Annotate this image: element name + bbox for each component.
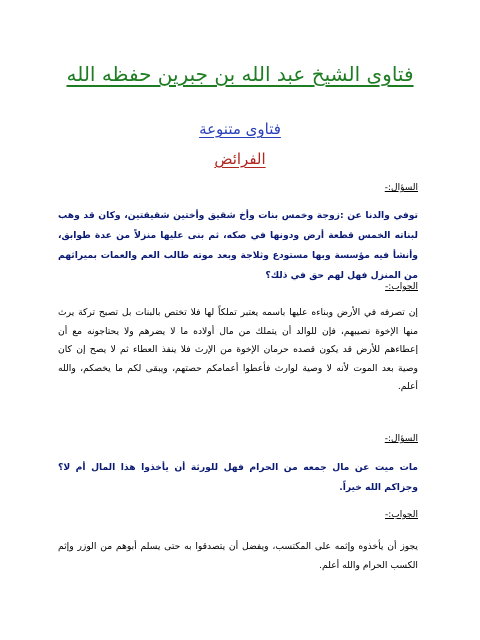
category-heading: فتاوى متنوعة <box>199 120 281 138</box>
question-label-1: السؤال:- <box>384 183 418 193</box>
question-label-2: السؤال:- <box>384 434 418 444</box>
answer-text-1: إن تصرفه في الأرض وبناءه عليها باسمه يعتبر تملكاً لها فلا تختص بالبنات بل تصبح تركة يرث منها الإخوة نصيبهم، فإن للوالد أن يتملك من مال أولاده ما لا يضرهم ولا يحتاجونه مع أن إعطاءهم للأرض قد يكون قصده حرمان الإخوة من الإرث فلا ينفذ العطاء ثم لا يصح إن كان وصية بعد الموت لأنه لا وصية لوارث فأعطوا أعمامكم حصتهم، ويبقى لكم ما يخصكم، والله أعلم. <box>58 307 418 392</box>
document-title: فتاوى الشيخ عبد الله بن جبرين حفظه الله <box>66 62 414 86</box>
section-heading: الفرائض <box>214 150 266 168</box>
answer-label-2: الجواب:- <box>385 510 418 520</box>
question-text-1: توفي والدنا عن :زوجة وخمس بنات وأخ شقيق وأختين شقيقتين، وكان قد وهب لبناته الخمس قطعة أرض ودونها في صكه، ثم بنى عليها منزلاً من عدة طوابق، وأنشأ فيه مؤسسة وبها مستودع وثلاجة وبعد موته طالب العم والعمات بميراثهم من المنزل فهل لهم حق في ذلك؟ <box>58 210 418 281</box>
answer-text-2: يجوز أن يأخذوه وإثمه على المكتسب، ويفضل أن يتصدقوا به حتى يسلم أبوهم من الوزر وإثم الكسب الحرام والله أعلم. <box>58 541 418 571</box>
answer-label-1: الجواب:- <box>385 282 418 292</box>
question-text-2: مات ميت عن مال جمعه من الحرام فهل للورثة أن يأخذوا هذا المال أم لا؟ وجزاكم الله خيراً. <box>58 462 418 493</box>
